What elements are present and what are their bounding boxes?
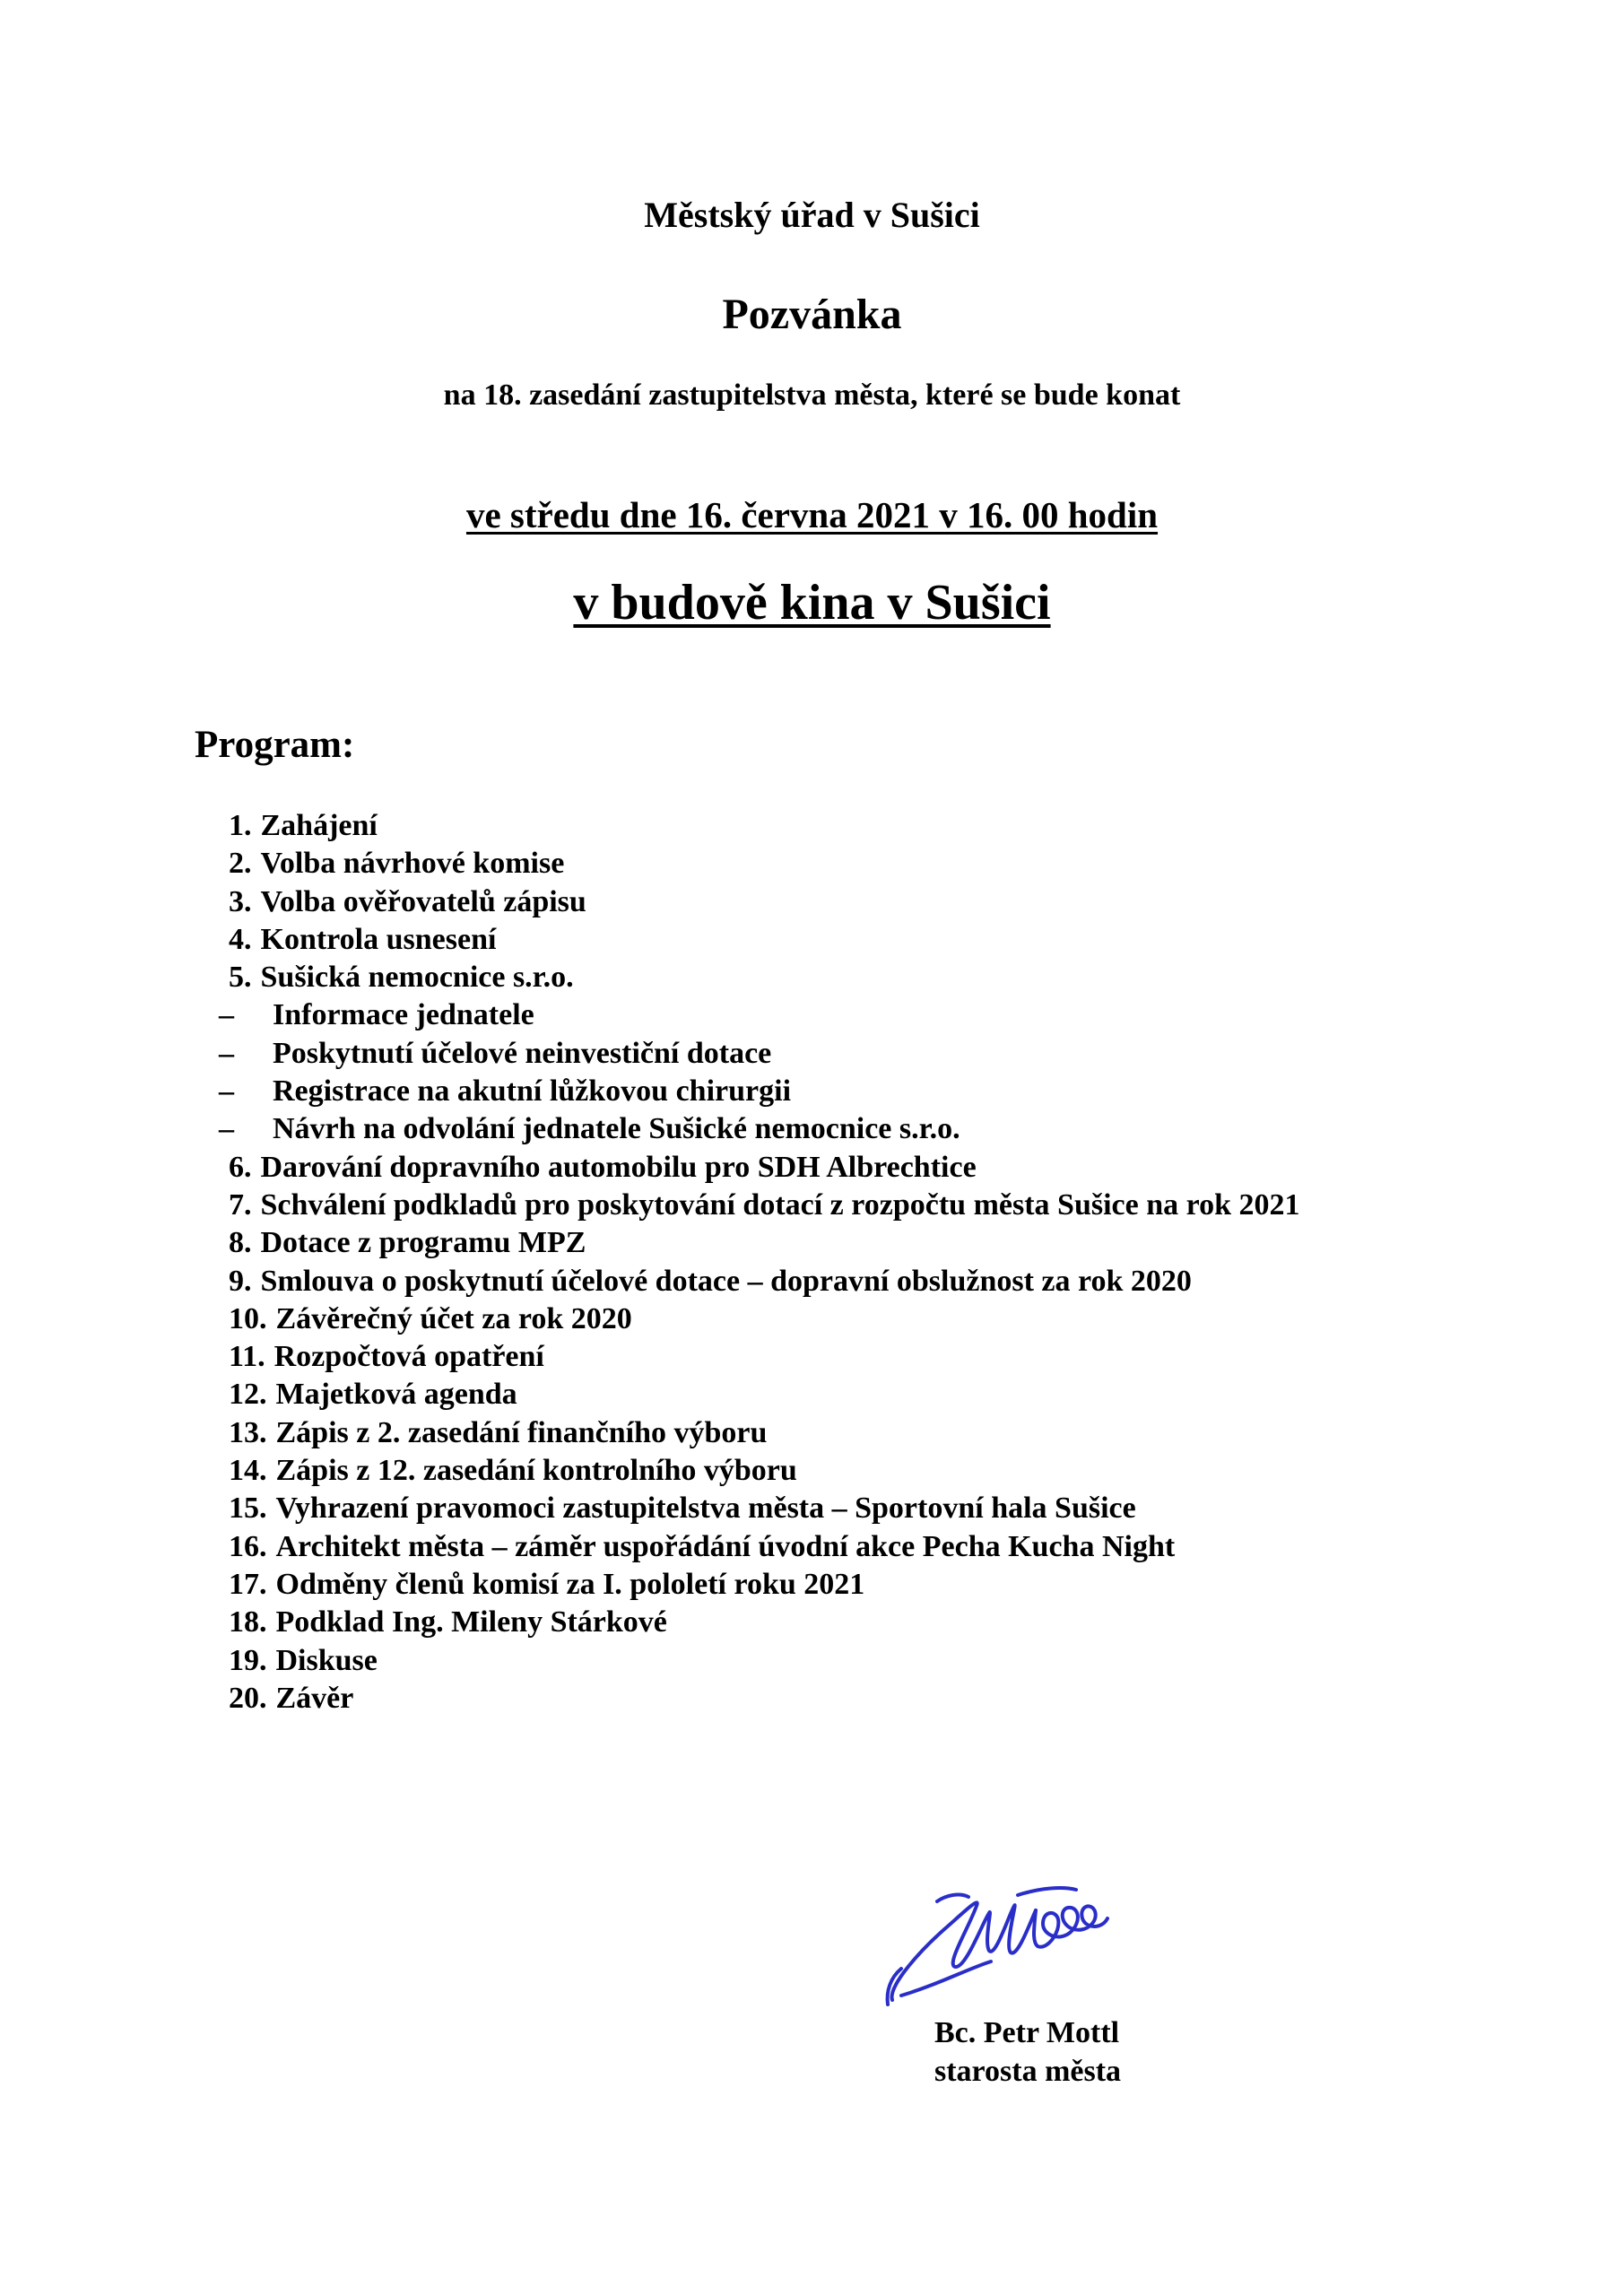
agenda-item [229,1376,1300,1413]
agenda-item-text: Schválení podkladů pro poskytování dotací z rozpočtu města Sušice na rok 2021 [260,1187,1300,1222]
agenda-item-text: Zahájení [260,809,378,842]
agenda-item-text: Kontrola usnesení [260,922,497,956]
agenda-item-text: Vyhrazení pravomoci zastupitelstva města – Sportovní hala Sušice [275,1492,1136,1526]
agenda-item [229,1642,1300,1680]
agenda-item-marker: 16. [229,1529,267,1563]
handwritten-signature-icon [883,1879,1116,2013]
agenda-item-text: Závěrečný účet za rok 2020 [275,1301,632,1335]
signatory-block [934,2013,1121,2091]
office-name: Městský úřad v Sušici [644,195,980,235]
agenda-item-marker: 6. [229,1150,252,1184]
agenda-item-text: Majetková agenda [275,1378,517,1412]
agenda-item [229,1604,1300,1641]
agenda-item-marker: 12. [229,1378,267,1412]
agenda-item-text: Podklad Ing. Mileny Stárkové [275,1605,667,1639]
agenda-item-text: Poskytnutí účelové neinvestiční dotace [273,1036,772,1070]
agenda-item-marker: 19. [229,1643,267,1677]
agenda-item [229,807,1300,845]
meeting-intro: na 18. zasedání zastupitelstva města, které se bude konat [443,378,1181,412]
agenda-item-text: Smlouva o poskytnutí účelové dotace – dopravní obslužnost za rok 2020 [260,1264,1192,1298]
agenda-subitem [219,1110,1300,1148]
agenda-item-text: Závěr [275,1681,354,1715]
agenda-item [229,1300,1300,1338]
agenda-item-text: Architekt města – záměr uspořádání úvodní akce Pecha Kucha Night [275,1529,1176,1563]
agenda-item-marker: – [219,1112,234,1146]
agenda-item-marker: 10. [229,1301,267,1335]
agenda-item [229,921,1300,959]
agenda-item [229,883,1300,921]
program-heading: Program: [195,724,355,766]
agenda-item [229,1528,1300,1566]
agenda-item-text: Diskuse [275,1643,378,1677]
agenda-item-marker: 15. [229,1492,267,1526]
agenda-item-marker: 18. [229,1605,267,1639]
agenda-item-marker: 5. [229,961,252,995]
agenda-item-marker: 4. [229,922,252,956]
agenda-item [229,1263,1300,1300]
agenda-item-text: Volba návrhové komise [260,847,565,881]
agenda-item-text: Zápis z 2. zasedání finančního výboru [275,1415,768,1449]
meeting-venue: v budově kina v Sušici [573,575,1051,631]
agenda-item-marker: 14. [229,1454,267,1488]
agenda-item [229,1566,1300,1604]
agenda-subitem [219,996,1300,1034]
agenda-item-marker: 9. [229,1264,252,1298]
agenda-item-text: Sušická nemocnice s.r.o. [260,961,574,995]
agenda-item-marker: 20. [229,1681,267,1715]
agenda-item [229,1452,1300,1490]
agenda-item [229,1187,1300,1224]
agenda-item [229,1414,1300,1452]
signature-image [883,1879,1116,2018]
signatory-role: starosta města [934,2055,1122,2088]
agenda-list [219,807,1300,1718]
agenda-item-marker: 8. [229,1226,252,1260]
agenda-item [229,845,1300,883]
agenda-item [229,1224,1300,1262]
document-title: Pozvánka [722,291,902,338]
agenda-item [229,1338,1300,1376]
agenda-item-marker: – [219,1036,234,1070]
agenda-item-text: Darování dopravního automobilu pro SDH Albrechtice [260,1150,977,1184]
agenda-item-marker: 13. [229,1415,267,1449]
agenda-subitem [219,1073,1300,1110]
agenda-item-marker: 1. [229,809,252,842]
agenda-item [229,1149,1300,1187]
meeting-datetime: ve středu dne 16. června 2021 v 16. 00 hodin [465,494,1159,535]
agenda-item-text: Odměny členů komisí za I. pololetí roku 2021 [275,1567,865,1601]
agenda-subitem [219,1035,1300,1073]
agenda-item [229,1680,1300,1718]
agenda-item-text: Informace jednatele [273,998,534,1032]
signatory-name: Bc. Petr Mottl [934,2016,1120,2049]
agenda-item-marker: 17. [229,1567,267,1601]
agenda-item-text: Registrace na akutní lůžkovou chirurgii [273,1074,792,1109]
agenda-item-text: Dotace z programu MPZ [260,1226,586,1260]
agenda-item-text: Volba ověřovatelů zápisu [260,884,586,918]
agenda-item-text: Rozpočtová opatření [274,1340,544,1374]
agenda-item-marker: – [219,1074,234,1109]
agenda-item-marker: 3. [229,884,252,918]
agenda-item-marker: – [219,998,234,1032]
agenda-item-text: Zápis z 12. zasedání kontrolního výboru [275,1454,797,1488]
agenda-item-marker: 2. [229,847,252,881]
agenda-item-marker: 11. [229,1340,265,1374]
agenda-item [229,1490,1300,1527]
agenda-item-text: Návrh na odvolání jednatele Sušické nemocnice s.r.o. [273,1112,960,1146]
agenda-item-marker: 7. [229,1187,252,1222]
agenda-item [229,959,1300,996]
